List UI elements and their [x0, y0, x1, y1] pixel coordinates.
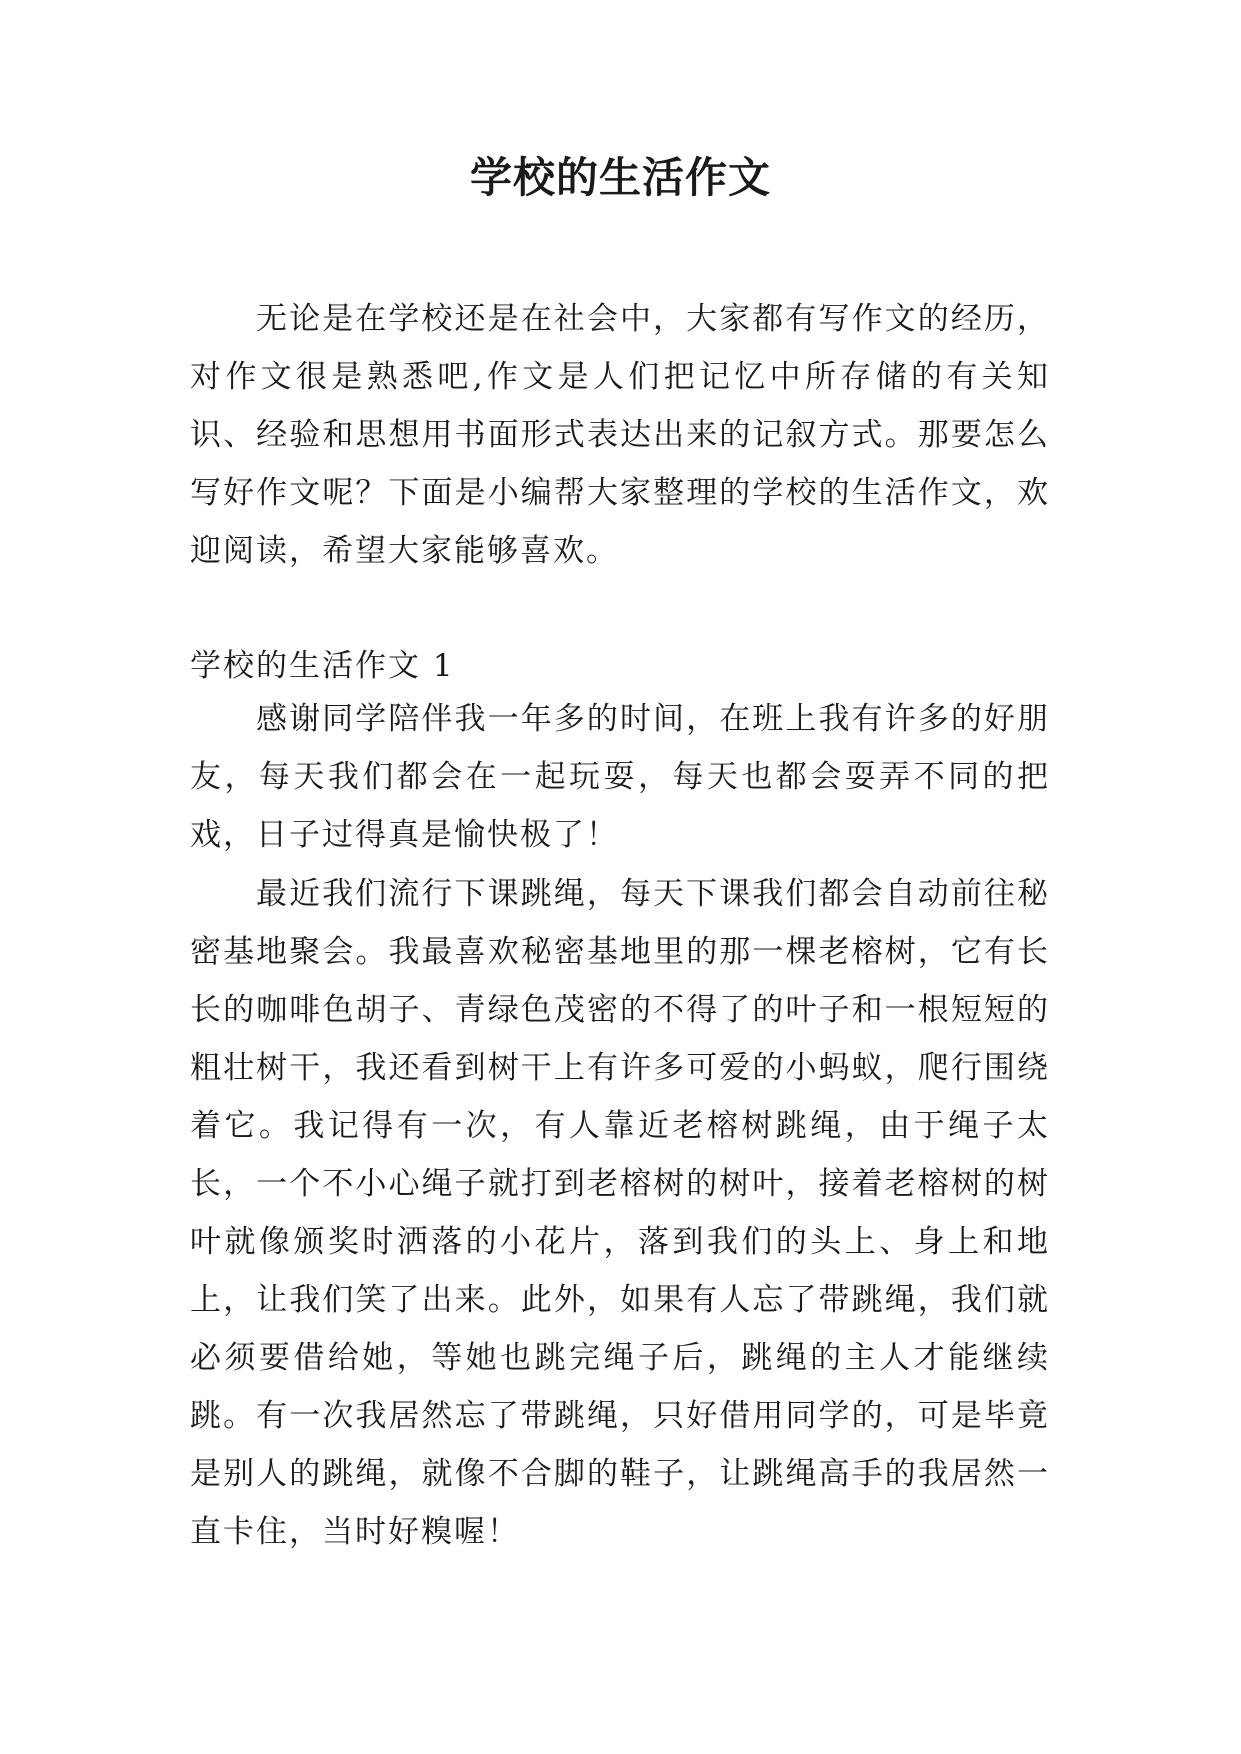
intro-paragraph: 无论是在学校还是在社会中，大家都有写作文的经历，对作文很是熟悉吧,作文是人们把记忆中所存储的有关知识、经验和思想用书面形式表达出来的记叙方式。那要怎么写好作文呢？下面是小编帮大家整理的学校的生活作文，欢迎阅读，希望大家能够喜欢。 [190, 301, 1050, 569]
body-paragraph: 感谢同学陪伴我一年多的时间，在班上我有许多的好朋友，每天我们都会在一起玩耍，每天也都会耍弄不同的把戏，日子过得真是愉快极了！ [190, 701, 1050, 853]
document-title: 学校的生活作文 [469, 153, 771, 202]
body-paragraph: 最近我们流行下课跳绳，每天下课我们都会自动前往秘密基地聚会。我最喜欢秘密基地里的那一棵老榕树，它有长长的咖啡色胡子、青绿色茂密的不得了的叶子和一根短短的粗壮树干，我还看到树干上有许多可爱的小蚂蚁，爬行围绕着它。我记得有一次，有人靠近老榕树跳绳，由于绳子太长，一个不小心绳子就打到老榕树的树叶，接着老榕树的树叶就像颁奖时洒落的小花片，落到我们的头上、身上和地上，让我们笑了出来。此外，如果有人忘了带跳绳，我们就必须要借给她，等她也跳完绳子后，跳绳的主人才能继续跳。有一次我居然忘了带跳绳，只好借用同学的，可是毕竟是别人的跳绳，就像不合脚的鞋子，让跳绳高手的我居然一直卡住，当时好糗喔！ [190, 876, 1050, 1550]
section-heading: 学校的生活作文 1 [190, 648, 455, 684]
